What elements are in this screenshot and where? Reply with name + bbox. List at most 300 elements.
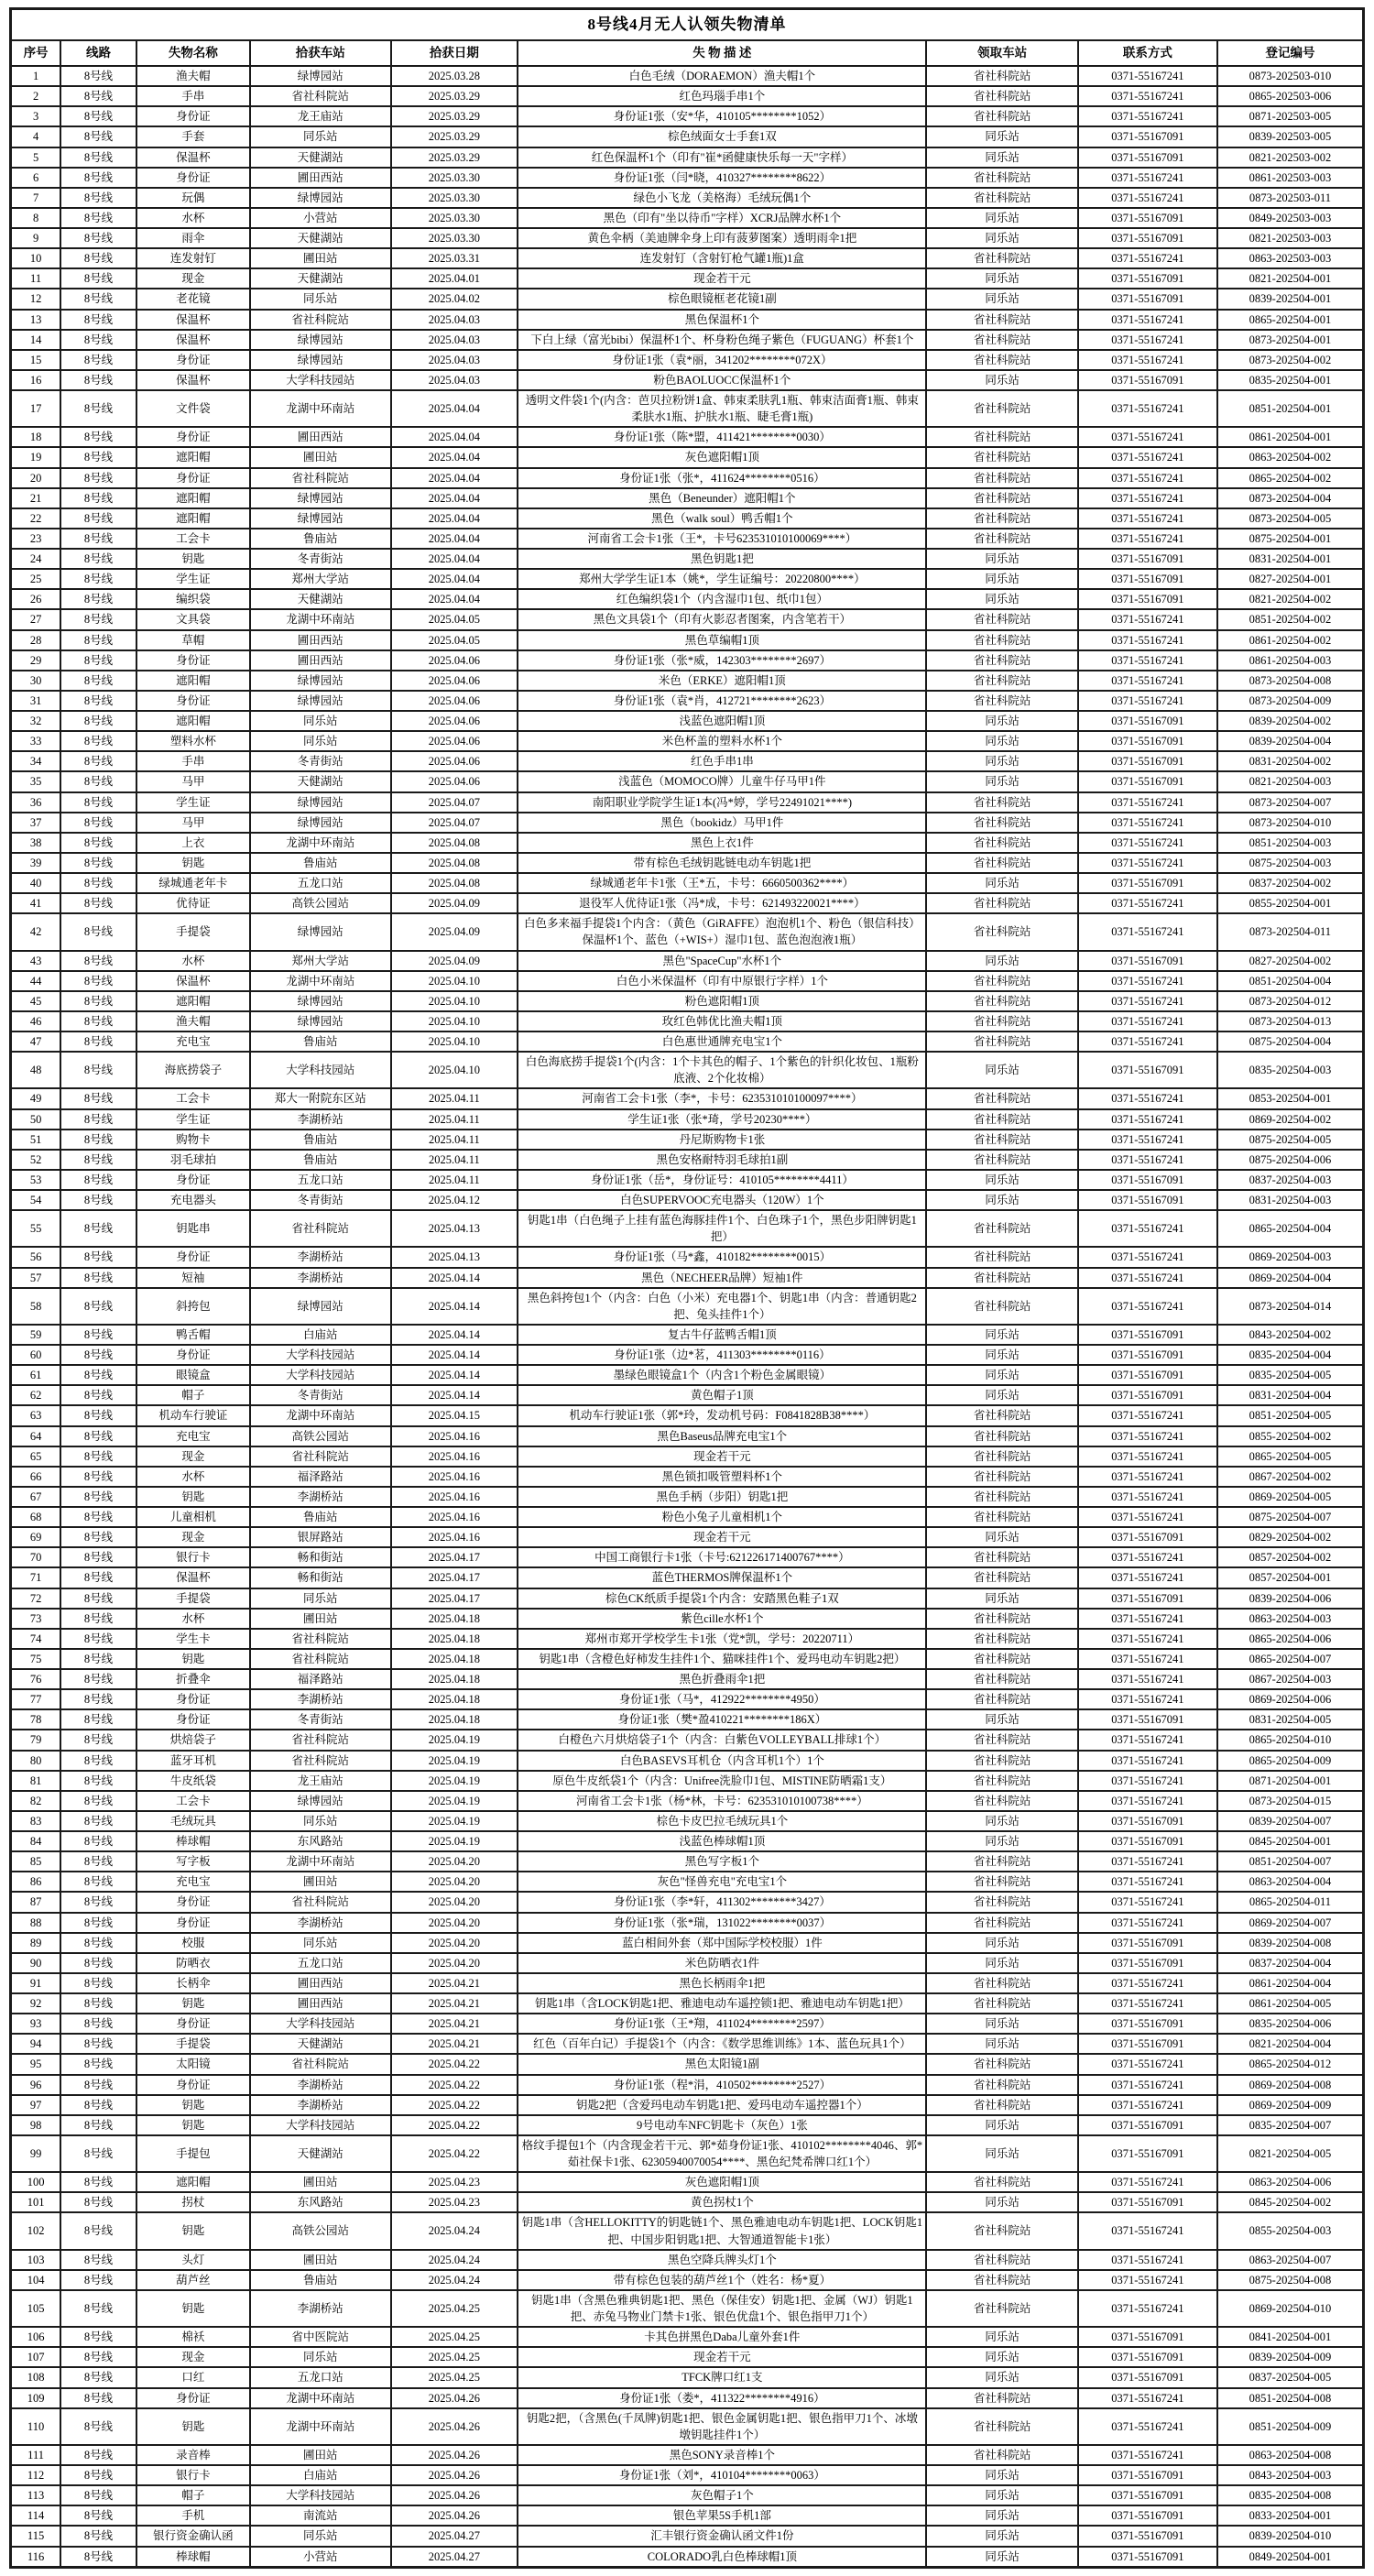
cell-item-name: 身份证 bbox=[136, 2075, 250, 2095]
cell-registration-no: 0831-202504-001 bbox=[1217, 549, 1364, 569]
cell-line: 8号线 bbox=[60, 2172, 136, 2192]
cell-contact: 0371-55167091 bbox=[1078, 370, 1217, 390]
cell-item-name: 短袖 bbox=[136, 1268, 250, 1288]
table-row bbox=[11, 147, 1364, 168]
cell-pickup-station: 圃田西站 bbox=[250, 650, 391, 671]
cell-item-name: 银行卡 bbox=[136, 2465, 250, 2485]
cell-item-name: 遮阳帽 bbox=[136, 508, 250, 529]
cell-description: 黑色写字板1个 bbox=[518, 1851, 926, 1872]
cell-item-name: 钥匙 bbox=[136, 2115, 250, 2135]
table-row bbox=[11, 289, 1364, 309]
cell-line: 8号线 bbox=[60, 1609, 136, 1629]
cell-item-name: 遮阳帽 bbox=[136, 671, 250, 691]
cell-item-name: 工会卡 bbox=[136, 1088, 250, 1108]
cell-claim-station: 同乐站 bbox=[926, 289, 1077, 309]
table-row bbox=[11, 2250, 1364, 2270]
cell-pickup-date: 2025.04.18 bbox=[391, 1669, 518, 1689]
cell-claim-station: 省社科院站 bbox=[926, 630, 1077, 650]
cell-pickup-station: 同乐站 bbox=[250, 711, 391, 731]
cell-item-name: 手串 bbox=[136, 751, 250, 771]
cell-pickup-station: 龙湖中环南站 bbox=[250, 390, 391, 427]
cell-pickup-station: 绿博园站 bbox=[250, 913, 391, 950]
cell-contact: 0371-55167241 bbox=[1078, 488, 1217, 508]
cell-item-name: 棉袄 bbox=[136, 2327, 250, 2347]
cell-claim-station: 省社科院站 bbox=[926, 792, 1077, 813]
cell-description: 学生证1张（张*琦，学号20230****） bbox=[518, 1109, 926, 1130]
cell-pickup-date: 2025.04.16 bbox=[391, 1426, 518, 1446]
cell-claim-station: 省社科院站 bbox=[926, 1426, 1077, 1446]
table-row bbox=[11, 671, 1364, 691]
cell-claim-station: 省社科院站 bbox=[926, 2172, 1077, 2192]
cell-item-name: 钥匙 bbox=[136, 2212, 250, 2249]
cell-pickup-date: 2025.04.26 bbox=[391, 2505, 518, 2526]
cell-serial: 27 bbox=[11, 609, 61, 629]
table-row bbox=[11, 711, 1364, 731]
cell-registration-no: 0839-202504-001 bbox=[1217, 289, 1364, 309]
cell-description: 钥匙1串（白色绳子上挂有蓝色海豚挂件1个、白色珠子1个，黑色步阳牌钥匙1把） bbox=[518, 1210, 926, 1247]
cell-registration-no: 0873-202504-004 bbox=[1217, 488, 1364, 508]
cell-serial: 115 bbox=[11, 2526, 61, 2546]
cell-registration-no: 0855-202504-003 bbox=[1217, 2212, 1364, 2249]
cell-pickup-station: 天健湖站 bbox=[250, 147, 391, 168]
cell-claim-station: 省社科院站 bbox=[926, 248, 1077, 268]
cell-claim-station: 省社科院站 bbox=[926, 1088, 1077, 1108]
cell-registration-no: 0835-202504-001 bbox=[1217, 370, 1364, 390]
cell-claim-station: 省社科院站 bbox=[926, 86, 1077, 106]
table-row bbox=[11, 1467, 1364, 1487]
cell-contact: 0371-55167091 bbox=[1078, 2327, 1217, 2347]
cell-serial: 75 bbox=[11, 1649, 61, 1669]
cell-pickup-station: 绿博园站 bbox=[250, 813, 391, 833]
cell-registration-no: 0865-202504-001 bbox=[1217, 310, 1364, 330]
table-row bbox=[11, 1730, 1364, 1750]
cell-item-name: 手提包 bbox=[136, 2135, 250, 2172]
cell-line: 8号线 bbox=[60, 2135, 136, 2172]
cell-description: 格纹手提包1个（内含现金若干元、郭*茹身份证1张、410102********4046、郭*茹社保卡1张、62305940070054****、黑色纪梵希牌口红1个） bbox=[518, 2135, 926, 2172]
table-row bbox=[11, 1567, 1364, 1588]
cell-pickup-station: 绿博园站 bbox=[250, 188, 391, 208]
table-row bbox=[11, 609, 1364, 629]
cell-contact: 0371-55167091 bbox=[1078, 289, 1217, 309]
cell-serial: 92 bbox=[11, 1993, 61, 2014]
cell-pickup-station: 同乐站 bbox=[250, 1933, 391, 1953]
cell-pickup-date: 2025.04.03 bbox=[391, 310, 518, 330]
cell-contact: 0371-55167241 bbox=[1078, 650, 1217, 671]
cell-item-name: 钥匙 bbox=[136, 853, 250, 873]
cell-line: 8号线 bbox=[60, 1487, 136, 1507]
cell-line: 8号线 bbox=[60, 1365, 136, 1385]
cell-description: 棕色CK纸质手提袋1个内含：安踏黑色鞋子1双 bbox=[518, 1588, 926, 1609]
cell-pickup-station: 白庙站 bbox=[250, 2465, 391, 2485]
cell-registration-no: 0839-202504-004 bbox=[1217, 731, 1364, 751]
cell-description: 黑色SONY录音棒1个 bbox=[518, 2445, 926, 2465]
cell-claim-station: 省社科院站 bbox=[926, 2212, 1077, 2249]
cell-line: 8号线 bbox=[60, 1170, 136, 1190]
cell-description: 粉色BAOLUOCC保温杯1个 bbox=[518, 370, 926, 390]
cell-serial: 55 bbox=[11, 1210, 61, 1247]
cell-pickup-station: 天健湖站 bbox=[250, 2034, 391, 2054]
cell-description: 钥匙1串（含LOCK钥匙1把、雅迪电动车遥控锁1把、雅迪电动车钥匙1把） bbox=[518, 1993, 926, 2014]
cell-line: 8号线 bbox=[60, 951, 136, 971]
cell-registration-no: 0869-202504-002 bbox=[1217, 1109, 1364, 1130]
cell-pickup-date: 2025.04.06 bbox=[391, 771, 518, 791]
cell-serial: 43 bbox=[11, 951, 61, 971]
cell-registration-no: 0873-202503-011 bbox=[1217, 188, 1364, 208]
table-row bbox=[11, 1385, 1364, 1405]
table-row bbox=[11, 1325, 1364, 1345]
cell-pickup-date: 2025.04.10 bbox=[391, 1031, 518, 1052]
cell-pickup-date: 2025.04.26 bbox=[391, 2445, 518, 2465]
cell-item-name: 现金 bbox=[136, 268, 250, 289]
cell-contact: 0371-55167241 bbox=[1078, 2075, 1217, 2095]
cell-line: 8号线 bbox=[60, 447, 136, 467]
cell-serial: 113 bbox=[11, 2485, 61, 2505]
cell-serial: 33 bbox=[11, 731, 61, 751]
cell-line: 8号线 bbox=[60, 2270, 136, 2290]
cell-description: 黑色手柄（步阳）钥匙1把 bbox=[518, 1487, 926, 1507]
cell-pickup-date: 2025.04.22 bbox=[391, 2115, 518, 2135]
cell-claim-station: 同乐站 bbox=[926, 228, 1077, 248]
table-row bbox=[11, 268, 1364, 289]
cell-claim-station: 同乐站 bbox=[926, 1365, 1077, 1385]
cell-description: 蓝色THERMOS牌保温杯1个 bbox=[518, 1567, 926, 1588]
cell-registration-no: 0855-202504-001 bbox=[1217, 893, 1364, 913]
cell-item-name: 手套 bbox=[136, 126, 250, 147]
table-row bbox=[11, 1953, 1364, 1973]
cell-claim-station: 省社科院站 bbox=[926, 1446, 1077, 1467]
cell-item-name: 马甲 bbox=[136, 813, 250, 833]
cell-serial: 45 bbox=[11, 991, 61, 1011]
cell-claim-station: 同乐站 bbox=[926, 1325, 1077, 1345]
cell-description: 透明文件袋1个(内含：芭贝拉粉饼1盒、韩束柔肤乳1瓶、韩束洁面膏1瓶、韩束柔肤水1瓶、护肤水1瓶、睫毛膏1瓶) bbox=[518, 390, 926, 427]
cell-registration-no: 0835-202504-006 bbox=[1217, 2014, 1364, 2034]
cell-registration-no: 0875-202504-001 bbox=[1217, 529, 1364, 549]
table-row bbox=[11, 2290, 1364, 2327]
cell-item-name: 写字板 bbox=[136, 1851, 250, 1872]
cell-claim-station: 省社科院站 bbox=[926, 650, 1077, 671]
cell-line: 8号线 bbox=[60, 1130, 136, 1150]
cell-serial: 76 bbox=[11, 1669, 61, 1689]
cell-line: 8号线 bbox=[60, 1088, 136, 1108]
cell-pickup-date: 2025.04.11 bbox=[391, 1130, 518, 1150]
table-row bbox=[11, 126, 1364, 147]
table-row bbox=[11, 488, 1364, 508]
cell-item-name: 身份证 bbox=[136, 1892, 250, 1912]
table-row bbox=[11, 1771, 1364, 1791]
cell-pickup-station: 李湖桥站 bbox=[250, 2290, 391, 2327]
cell-pickup-date: 2025.04.03 bbox=[391, 350, 518, 370]
cell-description: 粉色遮阳帽1顶 bbox=[518, 991, 926, 1011]
cell-serial: 63 bbox=[11, 1405, 61, 1425]
cell-claim-station: 省社科院站 bbox=[926, 330, 1077, 350]
cell-item-name: 手机 bbox=[136, 2505, 250, 2526]
table-row bbox=[11, 1689, 1364, 1709]
cell-pickup-station: 鲁庙站 bbox=[250, 1031, 391, 1052]
cell-claim-station: 省社科院站 bbox=[926, 1268, 1077, 1288]
cell-item-name: 海底捞袋子 bbox=[136, 1052, 250, 1088]
cell-description: 中国工商银行卡1张（卡号:621226171400767****） bbox=[518, 1547, 926, 1567]
table-row bbox=[11, 1973, 1364, 1993]
cell-description: 现金若干元 bbox=[518, 1527, 926, 1547]
cell-item-name: 购物卡 bbox=[136, 1130, 250, 1150]
cell-contact: 0371-55167241 bbox=[1078, 1629, 1217, 1649]
cell-contact: 0371-55167241 bbox=[1078, 1130, 1217, 1150]
cell-description: 黑色（bookidz）马甲1件 bbox=[518, 813, 926, 833]
cell-contact: 0371-55167091 bbox=[1078, 2505, 1217, 2526]
cell-description: 灰色遮阳帽1顶 bbox=[518, 2172, 926, 2192]
cell-serial: 50 bbox=[11, 1109, 61, 1130]
cell-pickup-station: 白庙站 bbox=[250, 1325, 391, 1345]
cell-serial: 65 bbox=[11, 1446, 61, 1467]
cell-line: 8号线 bbox=[60, 508, 136, 529]
cell-line: 8号线 bbox=[60, 2192, 136, 2212]
cell-pickup-date: 2025.04.26 bbox=[391, 2408, 518, 2445]
cell-contact: 0371-55167241 bbox=[1078, 427, 1217, 447]
cell-pickup-date: 2025.04.04 bbox=[391, 589, 518, 609]
cell-pickup-station: 圃田站 bbox=[250, 2250, 391, 2270]
cell-pickup-date: 2025.04.17 bbox=[391, 1547, 518, 1567]
table-row bbox=[11, 2270, 1364, 2290]
cell-registration-no: 0869-202504-006 bbox=[1217, 1689, 1364, 1709]
cell-line: 8号线 bbox=[60, 2115, 136, 2135]
cell-item-name: 毛绒玩具 bbox=[136, 1811, 250, 1831]
table-row bbox=[11, 1210, 1364, 1247]
table-row bbox=[11, 168, 1364, 188]
cell-line: 8号线 bbox=[60, 1109, 136, 1130]
cell-contact: 0371-55167241 bbox=[1078, 1669, 1217, 1689]
cell-claim-station: 省社科院站 bbox=[926, 1669, 1077, 1689]
cell-claim-station: 省社科院站 bbox=[926, 671, 1077, 691]
cell-registration-no: 0851-202504-005 bbox=[1217, 1405, 1364, 1425]
cell-contact: 0371-55167241 bbox=[1078, 913, 1217, 950]
cell-registration-no: 0851-202504-004 bbox=[1217, 971, 1364, 991]
cell-line: 8号线 bbox=[60, 2327, 136, 2347]
cell-serial: 47 bbox=[11, 1031, 61, 1052]
cell-serial: 100 bbox=[11, 2172, 61, 2192]
cell-line: 8号线 bbox=[60, 1771, 136, 1791]
cell-registration-no: 0835-202504-003 bbox=[1217, 1052, 1364, 1088]
cell-registration-no: 0873-202504-009 bbox=[1217, 691, 1364, 711]
cell-contact: 0371-55167091 bbox=[1078, 731, 1217, 751]
cell-pickup-date: 2025.04.25 bbox=[391, 2290, 518, 2327]
cell-serial: 35 bbox=[11, 771, 61, 791]
cell-description: 身份证1张（王*翔，411024********2597） bbox=[518, 2014, 926, 2034]
cell-description: 米色防晒衣1件 bbox=[518, 1953, 926, 1973]
cell-pickup-station: 五龙口站 bbox=[250, 1170, 391, 1190]
cell-description: 黄色拐杖1个 bbox=[518, 2192, 926, 2212]
cell-claim-station: 同乐站 bbox=[926, 2526, 1077, 2546]
cell-pickup-date: 2025.04.26 bbox=[391, 2388, 518, 2408]
cell-contact: 0371-55167241 bbox=[1078, 1649, 1217, 1669]
cell-line: 8号线 bbox=[60, 1325, 136, 1345]
cell-registration-no: 0831-202504-003 bbox=[1217, 1190, 1364, 1210]
cell-serial: 51 bbox=[11, 1130, 61, 1150]
cell-line: 8号线 bbox=[60, 1405, 136, 1425]
cell-serial: 93 bbox=[11, 2014, 61, 2034]
cell-line: 8号线 bbox=[60, 370, 136, 390]
cell-serial: 26 bbox=[11, 589, 61, 609]
cell-registration-no: 0873-202504-014 bbox=[1217, 1288, 1364, 1325]
cell-contact: 0371-55167241 bbox=[1078, 893, 1217, 913]
cell-pickup-station: 圃田站 bbox=[250, 1872, 391, 1892]
cell-pickup-date: 2025.04.21 bbox=[391, 1993, 518, 2014]
cell-description: 钥匙1串（含橙色好柿发生挂件1个、猫咪挂件1个、爱玛电动车钥匙2把） bbox=[518, 1649, 926, 1669]
cell-serial: 96 bbox=[11, 2075, 61, 2095]
table-row bbox=[11, 2367, 1364, 2387]
cell-contact: 0371-55167241 bbox=[1078, 1567, 1217, 1588]
cell-contact: 0371-55167091 bbox=[1078, 1385, 1217, 1405]
cell-contact: 0371-55167241 bbox=[1078, 188, 1217, 208]
cell-description: 机动车行驶证1张（郭*玲，发动机号码：F0841828B38****） bbox=[518, 1405, 926, 1425]
cell-description: 带有棕色毛绒钥匙链电动车钥匙1把 bbox=[518, 853, 926, 873]
cell-registration-no: 0875-202504-003 bbox=[1217, 853, 1364, 873]
cell-line: 8号线 bbox=[60, 86, 136, 106]
table-row bbox=[11, 991, 1364, 1011]
cell-description: 棕色绒面女士手套1双 bbox=[518, 126, 926, 147]
cell-serial: 20 bbox=[11, 468, 61, 488]
cell-line: 8号线 bbox=[60, 1052, 136, 1088]
cell-pickup-date: 2025.04.04 bbox=[391, 447, 518, 467]
cell-contact: 0371-55167241 bbox=[1078, 1288, 1217, 1325]
cell-claim-station: 省社科院站 bbox=[926, 2095, 1077, 2115]
cell-serial: 86 bbox=[11, 1872, 61, 1892]
cell-description: 粉色小兔子儿童相机1个 bbox=[518, 1507, 926, 1527]
cell-claim-station: 同乐站 bbox=[926, 1527, 1077, 1547]
cell-pickup-station: 圃田站 bbox=[250, 447, 391, 467]
cell-line: 8号线 bbox=[60, 1751, 136, 1771]
cell-pickup-date: 2025.04.11 bbox=[391, 1109, 518, 1130]
cell-registration-no: 0845-202504-001 bbox=[1217, 1831, 1364, 1851]
cell-description: TFCK牌口红1支 bbox=[518, 2367, 926, 2387]
cell-registration-no: 0851-202504-001 bbox=[1217, 390, 1364, 427]
cell-pickup-station: 龙湖中环南站 bbox=[250, 971, 391, 991]
cell-description: 黑色保温杯1个 bbox=[518, 310, 926, 330]
cell-pickup-station: 圃田西站 bbox=[250, 1993, 391, 2014]
cell-line: 8号线 bbox=[60, 1689, 136, 1709]
cell-description: 玫红色韩优比渔夫帽1顶 bbox=[518, 1011, 926, 1031]
cell-pickup-station: 绿博园站 bbox=[250, 1011, 391, 1031]
cell-serial: 52 bbox=[11, 1150, 61, 1170]
cell-contact: 0371-55167241 bbox=[1078, 508, 1217, 529]
cell-description: COLORADO乳白色棒球帽1顶 bbox=[518, 2547, 926, 2568]
cell-description: 红色（百年白记）手提袋1个（内含：《数学思维训练》1本、蓝色玩具1个） bbox=[518, 2034, 926, 2054]
cell-registration-no: 0861-202504-003 bbox=[1217, 650, 1364, 671]
cell-line: 8号线 bbox=[60, 2367, 136, 2387]
cell-pickup-date: 2025.04.04 bbox=[391, 390, 518, 427]
cell-item-name: 葫芦丝 bbox=[136, 2270, 250, 2290]
cell-item-name: 身份证 bbox=[136, 350, 250, 370]
cell-description: 黑色长柄雨伞1把 bbox=[518, 1973, 926, 1993]
cell-registration-no: 0851-202504-007 bbox=[1217, 1851, 1364, 1872]
cell-item-name: 水杯 bbox=[136, 1467, 250, 1487]
cell-registration-no: 0865-202504-010 bbox=[1217, 1730, 1364, 1750]
cell-pickup-date: 2025.04.23 bbox=[391, 2192, 518, 2212]
cell-pickup-station: 高铁公园站 bbox=[250, 2212, 391, 2249]
cell-serial: 112 bbox=[11, 2465, 61, 2485]
cell-line: 8号线 bbox=[60, 2250, 136, 2270]
cell-pickup-date: 2025.04.23 bbox=[391, 2172, 518, 2192]
cell-description: 黄色帽子1顶 bbox=[518, 1385, 926, 1405]
cell-serial: 87 bbox=[11, 1892, 61, 1912]
cell-pickup-station: 龙湖中环南站 bbox=[250, 609, 391, 629]
cell-claim-station: 省社科院站 bbox=[926, 168, 1077, 188]
cell-pickup-date: 2025.04.03 bbox=[391, 370, 518, 390]
cell-serial: 83 bbox=[11, 1811, 61, 1831]
cell-item-name: 上衣 bbox=[136, 833, 250, 853]
cell-pickup-station: 天健湖站 bbox=[250, 771, 391, 791]
cell-pickup-station: 郑州大学站 bbox=[250, 569, 391, 589]
cell-contact: 0371-55167241 bbox=[1078, 991, 1217, 1011]
cell-pickup-date: 2025.04.09 bbox=[391, 913, 518, 950]
cell-pickup-date: 2025.04.14 bbox=[391, 1268, 518, 1288]
cell-item-name: 保温杯 bbox=[136, 1567, 250, 1588]
cell-claim-station: 同乐站 bbox=[926, 370, 1077, 390]
table-row bbox=[11, 873, 1364, 893]
cell-serial: 8 bbox=[11, 208, 61, 228]
cell-serial: 95 bbox=[11, 2054, 61, 2074]
cell-item-name: 身份证 bbox=[136, 1689, 250, 1709]
cell-line: 8号线 bbox=[60, 2095, 136, 2115]
cell-description: 白色海底捞手提袋1个(内含：1个卡其色的帽子、1个紫色的针织化妆包、1瓶粉底液、2个化妆棉） bbox=[518, 1052, 926, 1088]
cell-serial: 2 bbox=[11, 86, 61, 106]
cell-serial: 59 bbox=[11, 1325, 61, 1345]
cell-contact: 0371-55167241 bbox=[1078, 1609, 1217, 1629]
cell-registration-no: 0837-202504-005 bbox=[1217, 2367, 1364, 2387]
cell-claim-station: 同乐站 bbox=[926, 711, 1077, 731]
cell-serial: 30 bbox=[11, 671, 61, 691]
cell-registration-no: 0843-202504-003 bbox=[1217, 2465, 1364, 2485]
cell-pickup-station: 冬青街站 bbox=[250, 1190, 391, 1210]
cell-pickup-station: 小营站 bbox=[250, 208, 391, 228]
cell-registration-no: 0865-202504-004 bbox=[1217, 1210, 1364, 1247]
cell-serial: 89 bbox=[11, 1933, 61, 1953]
cell-serial: 67 bbox=[11, 1487, 61, 1507]
cell-pickup-date: 2025.04.17 bbox=[391, 1567, 518, 1588]
cell-pickup-station: 鲁庙站 bbox=[250, 1507, 391, 1527]
cell-pickup-date: 2025.04.04 bbox=[391, 529, 518, 549]
cell-registration-no: 0867-202504-002 bbox=[1217, 1467, 1364, 1487]
cell-contact: 0371-55167091 bbox=[1078, 2485, 1217, 2505]
cell-item-name: 身份证 bbox=[136, 1247, 250, 1267]
cell-item-name: 学生卡 bbox=[136, 1629, 250, 1649]
cell-serial: 57 bbox=[11, 1268, 61, 1288]
cell-serial: 82 bbox=[11, 1791, 61, 1811]
cell-item-name: 雨伞 bbox=[136, 228, 250, 248]
table-row bbox=[11, 2388, 1364, 2408]
cell-claim-station: 省社科院站 bbox=[926, 2290, 1077, 2327]
cell-registration-no: 0873-202504-013 bbox=[1217, 1011, 1364, 1031]
cell-pickup-date: 2025.04.04 bbox=[391, 488, 518, 508]
cell-pickup-station: 省社科院站 bbox=[250, 1446, 391, 1467]
table-row bbox=[11, 971, 1364, 991]
cell-line: 8号线 bbox=[60, 1567, 136, 1588]
cell-line: 8号线 bbox=[60, 228, 136, 248]
cell-line: 8号线 bbox=[60, 1247, 136, 1267]
cell-pickup-date: 2025.04.19 bbox=[391, 1791, 518, 1811]
cell-serial: 44 bbox=[11, 971, 61, 991]
cell-claim-station: 省社科院站 bbox=[926, 1771, 1077, 1791]
cell-item-name: 塑料水杯 bbox=[136, 731, 250, 751]
cell-pickup-date: 2025.04.22 bbox=[391, 2075, 518, 2095]
cell-pickup-station: 李湖桥站 bbox=[250, 1913, 391, 1933]
cell-line: 8号线 bbox=[60, 691, 136, 711]
cell-pickup-station: 绿博园站 bbox=[250, 350, 391, 370]
cell-claim-station: 同乐站 bbox=[926, 731, 1077, 751]
cell-pickup-date: 2025.04.05 bbox=[391, 609, 518, 629]
cell-description: 黄色伞柄（美迪牌伞身上印有菠萝图案）透明雨伞1把 bbox=[518, 228, 926, 248]
cell-description: 红色保温杯1个（印有"崔*函健康快乐每一天"字样） bbox=[518, 147, 926, 168]
cell-description: 黑色锁扣吸管塑料杯1个 bbox=[518, 1467, 926, 1487]
